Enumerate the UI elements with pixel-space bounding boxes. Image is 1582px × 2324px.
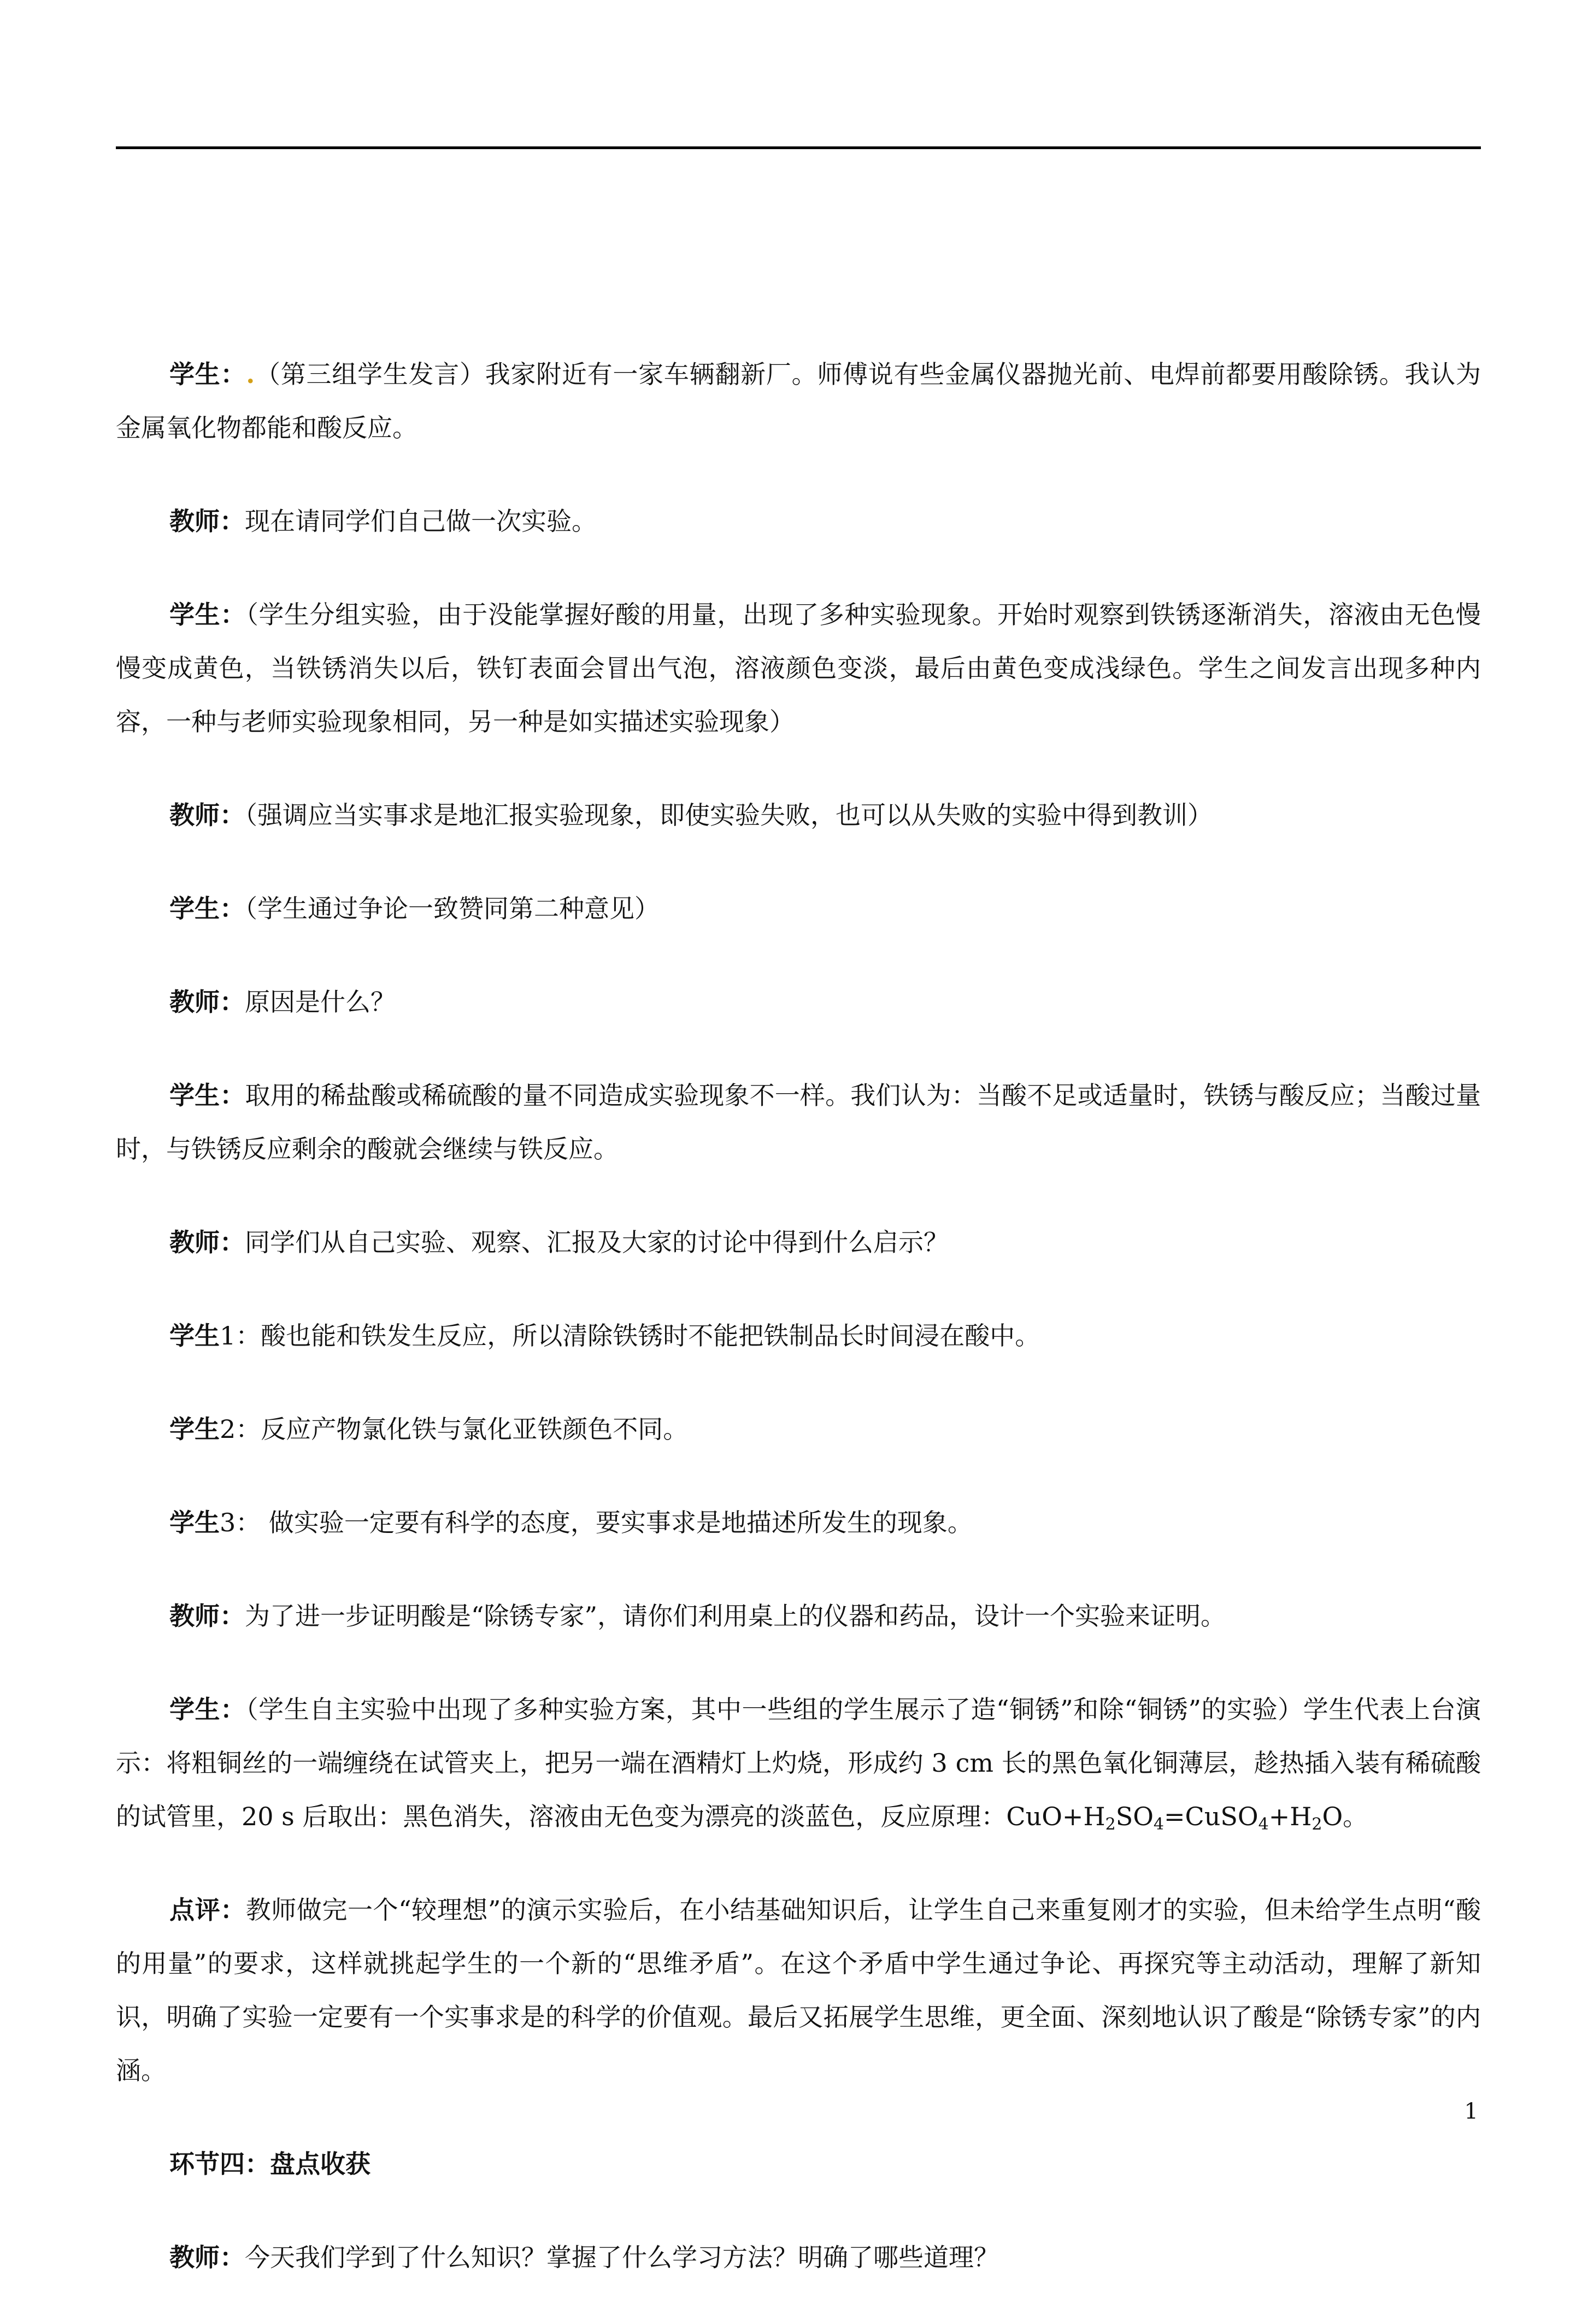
- header-rule: [116, 146, 1481, 149]
- document-body: [116, 347, 1481, 2324]
- paragraph-13: [116, 1683, 1481, 1843]
- paragraph-text: （学生通过争论一致赞同第二种意见）: [245, 894, 660, 923]
- paragraph-16: [116, 2231, 1481, 2284]
- paragraph-2: [116, 494, 1481, 548]
- paragraph-text: （第三组学生发言）我家附近有一家车辆翻新厂。师傅说有些金属仪器抛光前、电焊前都要用酸除锈。我认为金属氧化物都能和酸反应。: [116, 359, 1481, 443]
- section-heading-text: 环节四：盘点收获: [169, 2149, 370, 2179]
- paragraph-text: 2：反应产物氯化铁与氯化亚铁颜色不同。: [220, 1414, 689, 1444]
- speaker-label: 学生：: [169, 1695, 246, 1724]
- paragraph-14: [116, 1883, 1481, 2097]
- speaker-label: 点评：: [169, 1895, 246, 1925]
- paragraph-text: 同学们从自己实验、观察、汇报及大家的讨论中得到什么启示？: [245, 1228, 949, 1257]
- page-number: 1: [1464, 2099, 1478, 2124]
- speaker-label: 教师：: [169, 1601, 245, 1631]
- section-heading: [116, 2137, 1481, 2191]
- speaker-label: 教师：: [169, 800, 245, 830]
- speaker-label: 教师：: [169, 1228, 245, 1257]
- highlight-dot: .: [246, 359, 255, 389]
- paragraph-12: [116, 1589, 1481, 1643]
- paragraph-text: 取用的稀盐酸或稀硫酸的量不同造成实验现象不一样。我们认为：当酸不足或适量时，铁锈与酸反应；当酸过量时，与铁锈反应剩余的酸就会继续与铁反应。: [116, 1081, 1481, 1164]
- paragraph-8: [116, 1216, 1481, 1269]
- speaker-label: 学生：: [169, 1081, 245, 1110]
- paragraph-5: [116, 882, 1481, 935]
- reaction-equation: $CuO+H_2SO_4=CuSO_4+H_2O$。: [1006, 1802, 1368, 1834]
- speaker-label: 学生：: [169, 894, 245, 923]
- paragraph-text: 3： 做实验一定要有科学的态度，要实事求是地描述所发生的现象。: [220, 1508, 973, 1537]
- speaker-label: 学生: [169, 1508, 220, 1537]
- paragraph-6: [116, 975, 1481, 1029]
- paragraph-text: 1：酸也能和铁发生反应，所以清除铁锈时不能把铁制品长时间浸在酸中。: [220, 1321, 1040, 1350]
- paragraph-text: 原因是什么？: [245, 987, 396, 1017]
- speaker-label: 学生：: [169, 359, 246, 389]
- paragraph-text: 为了进一步证明酸是“除锈专家”，请你们利用桌上的仪器和药品，设计一个实验来证明。: [245, 1601, 1226, 1631]
- speaker-label: 教师：: [169, 987, 245, 1017]
- speaker-label: 教师：: [169, 506, 245, 536]
- speaker-label: 学生: [169, 1321, 220, 1350]
- paragraph-1: [116, 347, 1481, 455]
- paragraph-4: [116, 788, 1481, 842]
- paragraph-11: [116, 1496, 1481, 1549]
- speaker-label: 教师：: [169, 2243, 245, 2272]
- paragraph-text: 现在请同学们自己做一次实验。: [245, 506, 597, 536]
- speaker-label: 学生: [169, 1414, 220, 1444]
- paragraph-3: [116, 588, 1481, 748]
- paragraph-text: 教师做完一个“较理想”的演示实验后，在小结基础知识后，让学生自己来重复刚才的实验，但未给学生点明“酸的用量”的要求，这样就挑起学生的一个新的“思维矛盾”。在这个矛盾中学生通过争论、再探究等主动活动，理解了新知识，明确了实验一定要有一个实事求是的科学的价值观。最后又拓展学生思维，更全面、深刻地认识了酸是“除锈专家”的内涵。: [116, 1895, 1481, 2085]
- paragraph-10: [116, 1402, 1481, 1456]
- paragraph-text: （学生分组实验，由于没能掌握好酸的用量，出现了多种实验现象。开始时观察到铁锈逐渐消失，溶液由无色慢慢变成黄色，当铁锈消失以后，铁钉表面会冒出气泡，溶液颜色变淡，最后由黄色变成浅绿色。学生之间发言出现多种内容，一种与老师实验现象相同，另一种是如实描述实验现象）: [116, 600, 1481, 736]
- speaker-label: 学生：: [169, 600, 246, 629]
- paragraph-text: （强调应当实事求是地汇报实验现象，即使实验失败，也可以从失败的实验中得到教训）: [245, 800, 1213, 830]
- paragraph-7: [116, 1069, 1481, 1176]
- paragraph-text: 今天我们学到了什么知识？掌握了什么学习方法？明确了哪些道理？: [245, 2243, 999, 2272]
- paragraph-text: （学生自主实验中出现了多种实验方案，其中一些组的学生展示了造“铜锈”和除“铜锈”的实验）学生代表上台演示：将粗铜丝的一端缠绕在试管夹上，把另一端在酒精灯上灼烧，形成约 3 cm 长的黑色氧化铜薄层，趁热插入装有稀硫酸的试管里，20 s 后取出：黑色消失，溶液由无色变为漂亮的淡蓝色，反应原理：: [116, 1695, 1481, 1831]
- paragraph-9: [116, 1309, 1481, 1362]
